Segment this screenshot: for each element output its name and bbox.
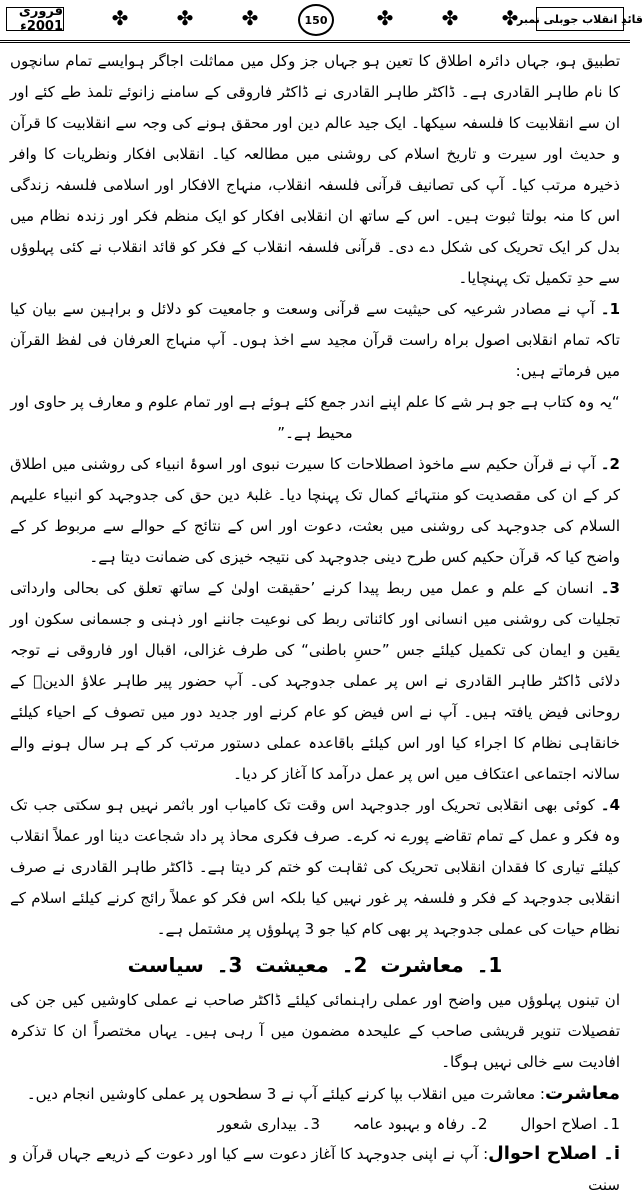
list-item: 3۔ بیداری شعور — [217, 1115, 321, 1133]
paragraph-text: : آپ نے اپنی جدوجہد کا آغاز دعوت سے کیا اور دعوت کے ذریعے جہاں قرآن و سنت — [10, 1145, 620, 1194]
ornament-icon: ✤ — [241, 6, 259, 30]
page-header — [0, 0, 643, 43]
paragraph — [10, 790, 620, 945]
sub-list — [10, 1110, 620, 1138]
article-body — [10, 46, 620, 1201]
paragraph-text: کوئی بھی انقلابی تحریک اور جدوجہد اس وقت تک کامیاب اور باثمر نہیں ہو سکتی جب تک وہ فکر و عمل کے تمام تقاضے پورے نہ کرے۔ صرف فکری محاذ پر داد شجاعت دینا اور عملاً انقلاب کیلئے تیاری کا فقدان انقلابی تحریک کی ثقاہت کو ختم کر دیتا ہے۔ ڈاکٹر طاہر القادری نے صرف انقلابی جدوجہد کے فکر و فلسفہ پر غور نہیں کیا بلکہ اس فکر کو عملاً رائج کرنے کیلئے اسلام کے نظام حیات کی عملی جدوجہد پر بھی کام کیا جو 3 پہلوؤں پر مشتمل ہے۔ — [10, 796, 620, 938]
magazine-title: قائدِ انقلاب جوبلی نمبر — [536, 7, 624, 31]
paragraph: تطبیق ہو، جہاں دائرہ اطلاق کا تعین ہو جہاں جز وکل میں مماثلت اجاگر ہوایسے تمام سانچوں کا نام طاہر القادری ہے۔ ڈاکٹر طاہر القادری نے ڈاکٹر فاروقی کے سامنے زانوئے تلمذ طے کئے اور ان سے انقلابیت کا فلسفہ سیکھا۔ ایک جید عالم دین اور محقق ہونے کی وجہ سے انقلابیت کا قرآن و حدیث اور سیرت و تاریخ اسلام کی روشنی میں مطالعہ کیا۔ انقلابی افکار ونظریات کا وافر ذخیرہ مرتب کیا۔ آپ کی تصانیف قرآنی فلسفہ انقلاب، منہاج الافکار اور اسلامی فلسفہ زندگی اس کا منہ بولتا ثبوت ہیں۔ اس کے ساتھ ان انقلابی افکار کو ایک منظم فکر اور زندہ نظام میں بدل کر ایک تحریک کی شکل دے دی۔ قرآنی فلسفہ انقلاب کے فکر کو قائد انقلاب نے کئی پہلوؤں سے حدِ تکمیل تک پہنچایا۔ — [10, 52, 620, 287]
ornament-icon: ✤ — [176, 6, 194, 30]
quote: “یہ وہ کتاب ہے جو ہر شے کا علم اپنے اندر جمع کئے ہوئے ہے اور تمام علوم و معارف پر حاوی اور محیط ہے۔” — [10, 393, 620, 442]
page-number: 150 — [298, 4, 334, 36]
paragraph-text: آپ نے مصادر شرعیہ کی حیثیت سے قرآنی وسعت و جامعیت کو دلائل و براہین سے بیان کیا تاکہ تمام انقلابی اصول براہ راست قرآن مجید سے اخذ ہوں۔ آپ منہاج العرفان فی لفظ القرآن میں فرماتے ہیں: — [10, 300, 620, 380]
paragraph: ان تینوں پہلوؤں میں واضح اور عملی راہنمائی کیلئے ڈاکٹر صاحب نے عملی کاوشیں کیں جن کی تفصیلات تنویر قریشی صاحب کے علیحدہ مضمون میں آ رہی ہیں۔ یہاں مختصراً ان کا تذکرہ افادیت سے خالی نہیں ہوگا۔ — [10, 991, 620, 1071]
paragraph — [10, 573, 620, 790]
ornament-icon: ✤ — [111, 6, 129, 30]
subsection-heading: i۔ اصلاح احوال — [488, 1143, 620, 1164]
ornament-icon: ✤ — [501, 6, 519, 30]
list-item: 1۔ اصلاح احوال — [520, 1115, 620, 1133]
paragraph — [10, 449, 620, 573]
paragraph-text: : معاشرت میں انقلاب بپا کرنے کیلئے آپ نے 3 سطحوں پر عملی کاوشیں انجام دیں۔ — [26, 1085, 545, 1103]
paragraph — [10, 1138, 620, 1201]
topics-heading: 1۔ معاشرت 2۔ معیشت 3۔ سیاست — [127, 953, 503, 977]
section-heading: معاشرت — [544, 1083, 620, 1104]
issue-date: فروری 2001ء — [6, 7, 64, 31]
ornament-icon: ✤ — [441, 6, 459, 30]
point-number: 2۔ — [600, 455, 620, 473]
paragraph — [10, 294, 620, 387]
list-item: 2۔ رفاہ و بہبود عامہ — [352, 1115, 488, 1133]
paragraph-text: انسان کے علم و عمل میں ربط پیدا کرنے ’حقیقت اولیٰ کے ساتھ تعلق کی بحالی وارداتی تجلیات کی روشنی میں انسانی اور کائناتی ربط کی نوعیت جاننے اور ذہنی و جسمانی سکون اور یقین و ایمان کی تکمیل کیلئے جس ”حسِ باطنی“ کی طرف غزالی، اقبال اور فاروقی نے توجہ دلائی ڈاکٹر طاہر القادری نے اس پر عملی جدوجہد کی۔ آپ حضور پیر طاہر علاؤ الدینؒ کے روحانی فیض یافتہ ہیں۔ آپ نے اس فیض کو عام کرنے اور جدید دور میں تصوف کے احیاء کیلئے خانقاہی نظام کا اجراء کیا اور اس کیلئے باقاعدہ عملی دستور مرتب کر کے ہر سال ہونے والے سالانہ اجتماعی اعتکاف میں اس پر عمل درآمد کا آغاز کر دیا۔ — [10, 579, 620, 783]
point-number: 1۔ — [600, 300, 620, 318]
ornament-icon: ✤ — [376, 6, 394, 30]
point-number: 3۔ — [600, 579, 620, 597]
paragraph-text: آپ نے قرآن حکیم سے ماخوذ اصطلاحات کا سیرت نبوی اور اسوۂ انبیاء کی روشنی میں اطلاق کر کے ان کی مقصدیت کو منتہائے کمال تک پہنچا دیا۔ غلبۂ دین حق کی جدوجہد کو انبیاء علیہم السلام کی جدوجہد کی روشنی میں بعثت، دعوت اور اس کے نتائج کے حوالے سے مربوط کر کے واضح کیا کہ قرآن حکیم کس طرح دینی جدوجہد کی نتیجہ خیزی کی ضمانت دیتا ہے۔ — [10, 455, 620, 566]
point-number: 4۔ — [600, 796, 620, 814]
paragraph — [10, 1078, 620, 1110]
